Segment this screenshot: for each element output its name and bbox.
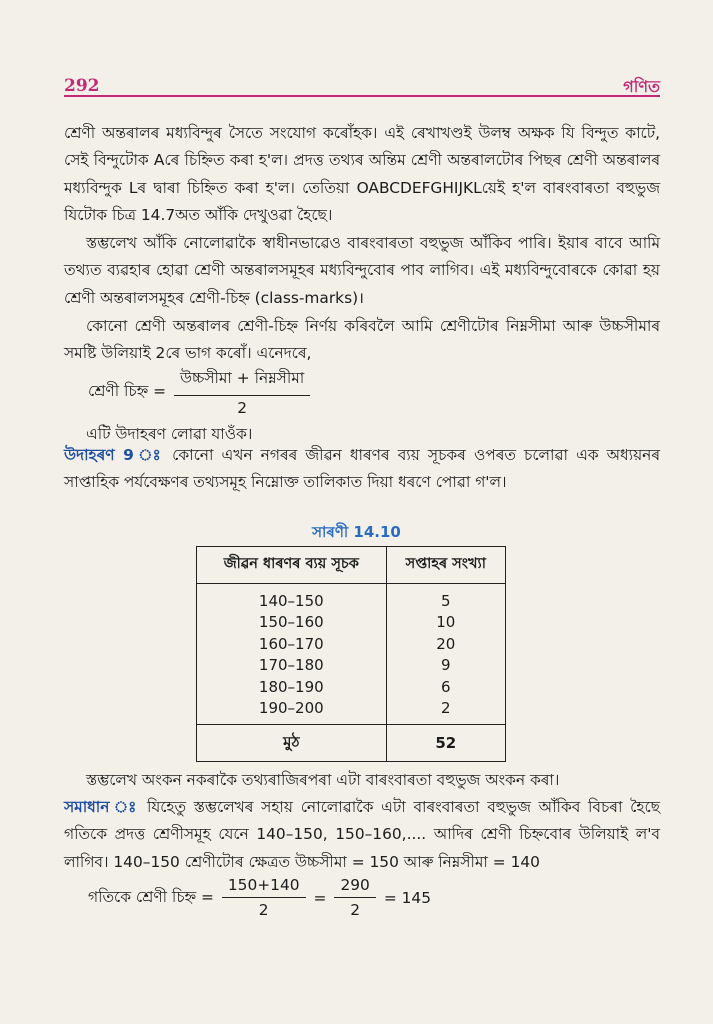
solution-paragraph	[64, 794, 660, 876]
paragraph-1: শ্ৰেণী অন্তৰালৰ মধ্যবিন্দুৰ সৈতে সংযোগ কৰোঁহক। এই ৰেখাখণ্ডই উলম্ব অক্ষক যি বিন্দুত কাটে, সেই বিন্দুটোক Aৰে চিহ্নিত কৰা হ'ল। প্ৰদত্ত তথ্যৰ অন্তিম শ্ৰেণী অন্তৰালটোৰ পিছৰ শ্ৰেণী অন্তৰালৰ মধ্যবিন্দুক Lৰ দ্বাৰা চিহ্নিত কৰা হ'ল। তেতিয়া OABCDEFGHIJKLয়েই হ'ল বাৰংবাৰতা বহুভুজ যিটোক চিত্ৰ 14.7অত আঁকি দেখুওৱা হৈছে।	[64, 124, 660, 224]
class-mark-calculation	[88, 876, 431, 919]
page-header	[64, 62, 660, 98]
paragraph-4: এটি উদাহৰণ লোৱা যাওঁক।	[86, 425, 253, 443]
interval-cell: 140–150	[197, 584, 387, 612]
calc-denominator-2: 2	[350, 901, 361, 919]
interval-cell: 190–200	[197, 698, 387, 725]
count-cell: 10	[436, 613, 456, 632]
calc-equals: =	[313, 888, 327, 907]
table-row	[197, 655, 506, 677]
count-cell: 6	[441, 677, 451, 696]
subject-title: গণিত	[623, 77, 660, 96]
example-label: উদাহৰণ 9 ঃ	[64, 446, 164, 464]
table-row	[197, 612, 506, 634]
table-total-row	[197, 725, 506, 762]
calc-label: গতিকে শ্ৰেণী চিহ্ন =	[88, 887, 214, 906]
table-row	[197, 676, 506, 698]
interval-cell: 160–170	[197, 633, 387, 655]
calc-denominator-1: 2	[258, 901, 269, 919]
solution-label: সমাধান ঃ	[64, 798, 140, 816]
calc-fraction-1	[222, 876, 306, 919]
formula-label: শ্ৰেণী চিহ্ন =	[88, 381, 166, 400]
count-cell: 20	[436, 634, 456, 653]
data-table	[196, 546, 506, 762]
calc-numerator-2: 290	[334, 876, 375, 898]
formula-fraction	[174, 366, 310, 417]
table-row	[197, 633, 506, 655]
problem-statement: স্তম্ভলেখ অংকন নকৰাকৈ তথ্যৰাজিৰপৰা এটা বাৰংবাৰতা বহুভুজ অংকন কৰা।	[86, 771, 560, 789]
calc-numerator-1: 150+140	[222, 876, 306, 898]
table-row	[197, 584, 506, 612]
example-text: কোনো এখন নগৰৰ জীৱন ধাৰণৰ ব্যয় সূচকৰ ওপৰত চলোৱা এক অধ্যয়নৰ সাপ্তাহিক পৰ্যবেক্ষণৰ তথ্যসমূহ নিম্নোক্ত তালিকাত দিয়া ধৰণে পোৱা গ'ল।	[64, 446, 660, 492]
paragraph-2: স্তম্ভলেখ আঁকি নোলোৱাকৈ স্বাধীনভাৱেও বাৰংবাৰতা বহুভুজ আঁকিব পাৰি। ইয়াৰ বাবে আমি তথ্যত ব্যৱহাৰ হোৱা শ্ৰেণী অন্তৰালসমূহৰ মধ্যবিন্দুবোৰ পাব লাগিব। এই মধ্যবিন্দুবোৰকে কোৱা হয় শ্ৰেণী অন্তৰালসমূহৰ শ্ৰেণী-চিহ্ন (class-marks)।	[64, 234, 660, 307]
example-paragraph	[64, 442, 660, 497]
class-mark-formula	[88, 366, 318, 417]
interval-cell: 150–160	[197, 612, 387, 634]
table-row	[197, 698, 506, 725]
count-cell: 9	[441, 656, 451, 675]
calc-fraction-2	[334, 876, 375, 919]
paragraph-3: কোনো শ্ৰেণী অন্তৰালৰ শ্ৰেণী-চিহ্ন নিৰ্ণয় কৰিবলৈ আমি শ্ৰেণীটোৰ নিম্নসীমা আৰু উচ্চসীমাৰ সমষ্টি উলিয়াই 2ৰে ভাগ কৰোঁ। এনেদৰে,	[64, 317, 660, 363]
total-value: 52	[386, 725, 505, 762]
header-rule	[64, 95, 660, 97]
table-title: সাৰণী 14.10	[312, 523, 401, 541]
col-header-weeks: সপ্তাহৰ সংখ্যা	[386, 547, 505, 584]
count-cell: 2	[441, 699, 451, 718]
page-number: 292	[64, 76, 100, 96]
solution-text: যিহেতু স্তম্ভলেখৰ সহায় নোলোৱাকৈ এটা বাৰংবাৰতা বহুভুজ আঁকিব বিচৰা হৈছে গতিকে প্ৰদত্ত শ্ৰেণীসমূহ যেনে 140–150, 150–160,.... আদিৰ শ্ৰেণী চিহ্নবোৰ উলিয়াই ল'ব লাগিব। 140–150 শ্ৰেণীটোৰ ক্ষেত্ৰত উচ্চসীমা = 150 আৰু নিম্নসীমা = 140	[64, 798, 660, 871]
formula-denominator: 2	[237, 399, 248, 417]
formula-numerator: উচ্চসীমা + নিম্নসীমা	[174, 366, 310, 396]
count-cell: 5	[441, 591, 451, 610]
calc-result: = 145	[383, 888, 431, 907]
interval-cell: 180–190	[197, 676, 387, 698]
total-label: মুঠ	[197, 725, 387, 762]
interval-cell: 170–180	[197, 655, 387, 677]
table-header-row	[197, 547, 506, 584]
col-header-index: জীৱন ধাৰণৰ ব্যয় সূচক	[197, 547, 387, 584]
